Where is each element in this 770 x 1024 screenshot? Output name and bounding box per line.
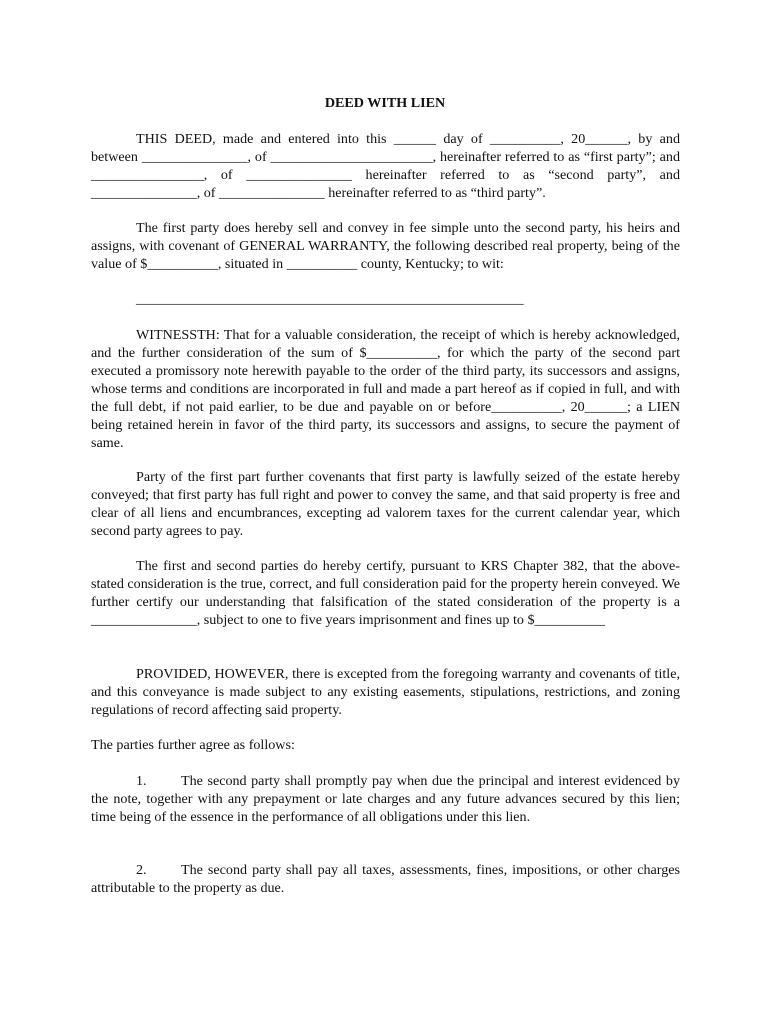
witnesseth-paragraph: WITNESSTH: That for a valuable consideration, the receipt of which is hereby acknowledged, and the further consideration of the sum of $__________, for which the party of the second part executed a promissory note herewith payable to the order of the third party, its successors and assigns, whose terms and conditions are incorporated in full and made a part hereof as if copied in full, and with the full debt, if not paid earlier, to be due and payable on or before__________, 20______; a LIEN being retained herein in favor of the third party, its successors and assigns, to secure the payment of same.: [91, 327, 680, 451]
provided-however-paragraph: PROVIDED, HOWEVER, there is excepted from the foregoing warranty and covenants of title, and this conveyance is made subject to any existing easements, stipulations, restrictions, and zoning regulations of record affecting said property.: [91, 666, 680, 718]
covenants-paragraph: Party of the first part further covenants that first party is lawfully seized of the estate hereby conveyed; that first party has full right and power to convey the same, and that said property is free and clear of all liens and encumbrances, excepting ad valorem taxes for the current calendar year, which second party agrees to pay.: [91, 469, 680, 539]
list-item-number: 2.: [136, 862, 147, 878]
conveyance-paragraph: The first party does hereby sell and convey in fee simple unto the second party, his heirs and assigns, with covenant of GENERAL WARRANTY, the following described real property, being of the value of $__________, situated in __________ county, Kentucky; to wit:: [91, 220, 680, 272]
property-description-blank: _______________________________________________________: [136, 291, 524, 307]
list-item-number: 1.: [136, 773, 147, 789]
document-title: DEED WITH LIEN: [324, 95, 446, 111]
list-item-text: The second party shall promptly pay when due the principal and interest evidenced by the note, together with any prepayment or late charges and any future advances secured by this lien; time being of the essence in the performance of all obligations under this lien.: [91, 773, 680, 825]
list-item-2: [91, 861, 680, 897]
list-item-1: [91, 772, 680, 826]
opening-paragraph: THIS DEED, made and entered into this ______ day of __________, 20______, by and between _______________, of _______________________, hereinafter referred to as “first party”; and ________________, of _______________ hereinafter referred to as “second party”, and _______________, of _______________ hereinafter referred to as “third party”.: [91, 131, 680, 201]
certification-paragraph: The first and second parties do hereby certify, pursuant to KRS Chapter 382, that the above-stated consideration is the true, correct, and full consideration paid for the property herein conveyed. We further certify our understanding that falsification of the stated consideration of the property is a _______________, subject to one to five years imprisonment and fines up to $__________: [91, 558, 680, 628]
agreement-intro: The parties further agree as follows:: [91, 737, 295, 753]
list-item-text: The second party shall pay all taxes, assessments, fines, impositions, or other charges attributable to the property as due.: [91, 862, 680, 896]
